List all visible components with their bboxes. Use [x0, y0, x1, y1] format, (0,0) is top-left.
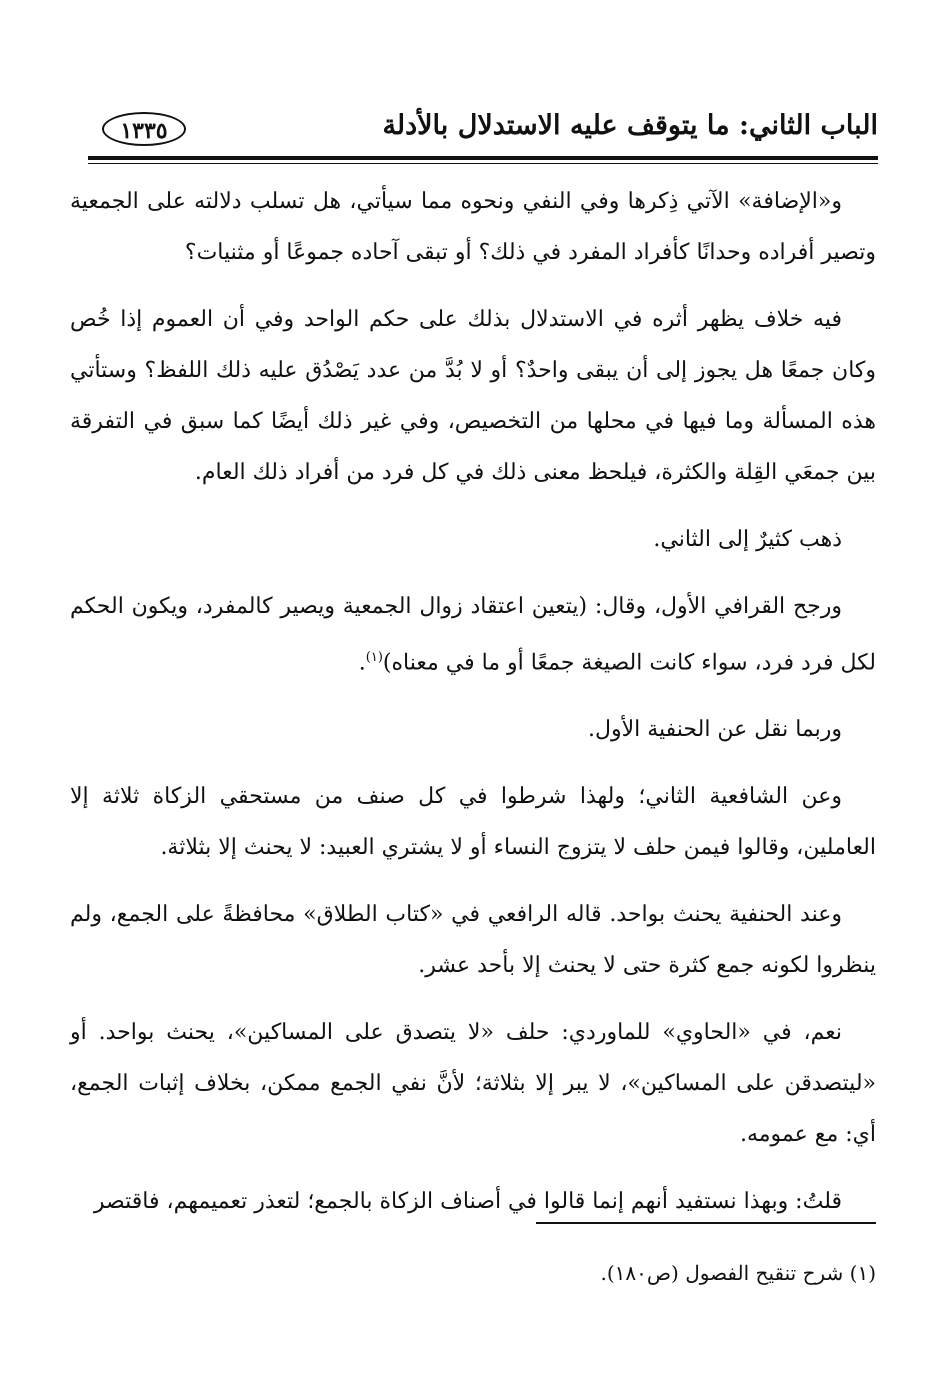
page-number: ١٣٣٥ [102, 112, 186, 146]
footnote: (١) شرح تنقيح الفصول (ص١٨٠). [600, 1261, 876, 1285]
footnote-reference: (١) [365, 650, 383, 665]
paragraph-4 [70, 581, 876, 688]
main-text [70, 176, 876, 1243]
paragraph-6: وعن الشافعية الثاني؛ ولهذا شرطوا في كل صنف من مستحقي الزكاة ثلاثة إلا العاملين، وقالوا فيمن حلف لا يتزوج النساء أو لا يشتري العبيد: لا يحنث إلا بثلاثة. [70, 784, 876, 861]
paragraph-9: قلتُ: وبهذا نستفيد أنهم إنما قالوا في أصناف الزكاة بالجمع؛ لتعذر تعميمهم، فاقتصر [93, 1189, 842, 1215]
paragraph-4-text: ورجح القرافي الأول، وقال: (يتعين اعتقاد زوال الجمعية ويصير كالمفرد، ويكون الحكم لكل فرد فرد، سواء كانت الصيغة جمعًا أو ما في معناه) [70, 594, 876, 676]
header-rule-thin [88, 163, 878, 164]
paragraph-8: نعم، في «الحاوي» للماوردي: حلف «لا يتصدق على المساكين»، يحنث بواحد. أو «ليتصدقن على المساكين»، لا يبر إلا بثلاثة؛ لأنَّ نفي الجمع ممكن، بخلاف إثبات الجمع، أي: مع عمومه. [70, 1020, 876, 1148]
paragraph-7: وعند الحنفية يحنث بواحد. قاله الرافعي في «كتاب الطلاق» محافظةً على الجمع، ولم ينظروا لكونه جمع كثرة حتى لا يحنث إلا بأحد عشر. [70, 902, 876, 979]
paragraph-4-end: . [358, 650, 366, 676]
running-title: الباب الثاني: ما يتوقف عليه الاستدلال بالأدلة [382, 110, 878, 141]
paragraph-5: وربما نقل عن الحنفية الأول. [587, 717, 842, 743]
footnote-separator [536, 1222, 876, 1224]
paragraph-3: ذهب كثيرٌ إلى الثاني. [653, 527, 842, 552]
page-header [88, 104, 878, 152]
paragraph-1: و«الإضافة» الآتي ذِكرها وفي النفي ونحوه مما سيأتي، هل تسلب دلالته على الجمعية وتصير أفراده وحدانًا كأفراد المفرد في ذلك؟ أو تبقى آحاده جموعًا أو مثنيات؟ [70, 189, 876, 265]
header-rule-thick [88, 156, 878, 160]
paragraph-2: فيه خلاف يظهر أثره في الاستدلال بذلك على حكم الواحد وفي أن العموم إذا خُص وكان جمعًا هل يجوز إلى أن يبقى واحدٌ؟ أو لا بُدَّ من عدد يَصْدُق عليه ذلك اللفظ؟ وستأتي هذه المسألة وما فيها في محلها من التخصيص، وفي غير ذلك أيضًا كما سبق في التفرقة بين جمعَي القِلة والكثرة، فيلحظ معنى ذلك في كل فرد من أفراد ذلك العام. [70, 307, 876, 485]
